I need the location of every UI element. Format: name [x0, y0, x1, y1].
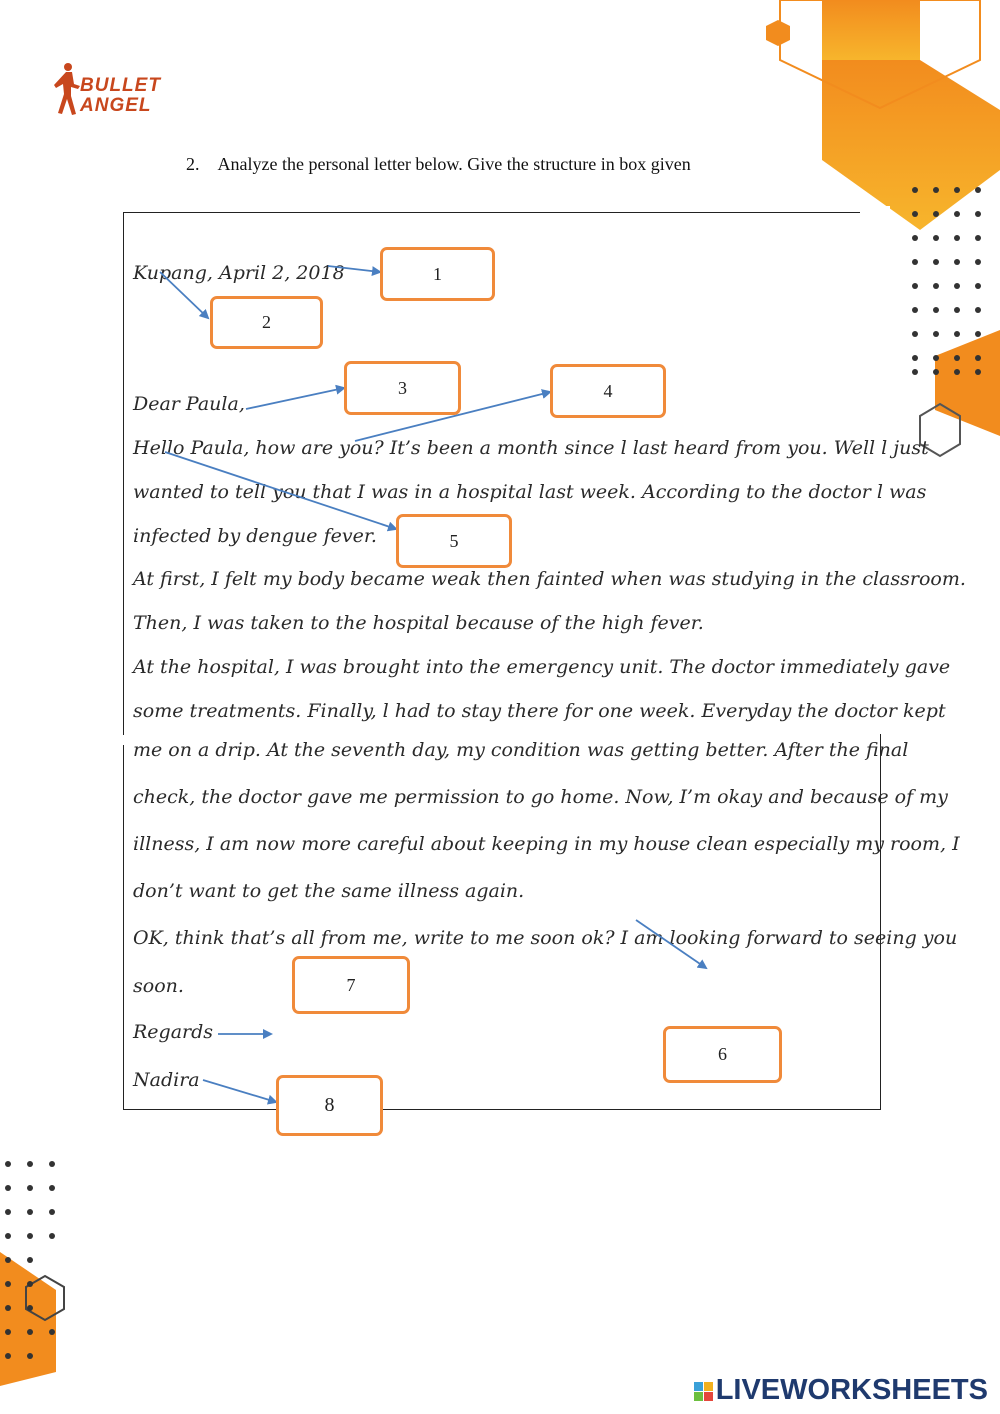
- letter-salutation: Dear Paula,: [133, 393, 245, 415]
- letter-body-line: wanted to tell you that I was in a hospital last week. According to the doctor l was: [133, 481, 927, 503]
- answer-box-4[interactable]: 4: [550, 364, 666, 418]
- letter-body-line: Then, I was taken to the hospital because of the high fever.: [133, 612, 704, 634]
- liveworksheets-mark-icon: [694, 1382, 713, 1401]
- letter-heading: Kupang, April 2, 2018: [133, 262, 345, 284]
- question-text: Analyze the personal letter below. Give the structure in box given: [217, 154, 691, 174]
- answer-box-5[interactable]: 5: [396, 514, 512, 568]
- letter-body-line: At the hospital, I was brought into the emergency unit. The doctor immediately gave: [133, 656, 951, 678]
- liveworksheets-logo: [694, 1374, 988, 1407]
- decorative-hexagon-pattern-bottom: [0, 1150, 80, 1390]
- letter-body-line: check, the doctor gave me permission to go home. Now, I’m okay and because of my: [133, 786, 948, 808]
- letter-closing: Regards: [133, 1021, 214, 1043]
- letter-body-line: don’t want to get the same illness again.: [133, 880, 525, 902]
- running-figure-icon: [54, 62, 80, 116]
- letter-body-line: OK, think that’s all from me, write to me soon ok? I am looking forward to seeing you: [133, 927, 958, 949]
- brand-line-2: ANGEL: [80, 95, 152, 116]
- answer-box-6[interactable]: 6: [663, 1026, 782, 1083]
- answer-box-3[interactable]: 3: [344, 361, 461, 415]
- letter-signature: Nadira: [133, 1069, 200, 1091]
- brand-line-1: BULLET: [80, 75, 161, 96]
- answer-box-1[interactable]: 1: [380, 247, 495, 301]
- letter-body-line: infected by dengue fever.: [133, 525, 377, 547]
- liveworksheets-logo-text: LIVEWORKSHEETS: [715, 1374, 988, 1406]
- answer-box-8[interactable]: 8: [276, 1075, 383, 1136]
- answer-box-2[interactable]: 2: [210, 296, 323, 349]
- letter-body-line: me on a drip. At the seventh day, my condition was getting better. After the final: [133, 739, 909, 761]
- letter-body-line: illness, I am now more careful about keeping in my house clean especially my room, I: [133, 833, 960, 855]
- letter-body-line: At first, I felt my body became weak then fainted when was studying in the classroom.: [133, 568, 966, 590]
- letter-body-line: some treatments. Finally, l had to stay there for one week. Everyday the doctor kept: [133, 700, 946, 722]
- frame-break: [118, 735, 124, 745]
- question-instruction: [186, 154, 691, 175]
- letter-body-line: Hello Paula, how are you? It’s been a month since l last heard from you. Well l just: [133, 437, 929, 459]
- bullet-angel-logo: [54, 62, 194, 118]
- letter-body-line: soon.: [133, 975, 184, 997]
- answer-box-7[interactable]: 7: [292, 956, 410, 1014]
- question-number: 2.: [186, 154, 200, 174]
- frame-break: [860, 206, 890, 216]
